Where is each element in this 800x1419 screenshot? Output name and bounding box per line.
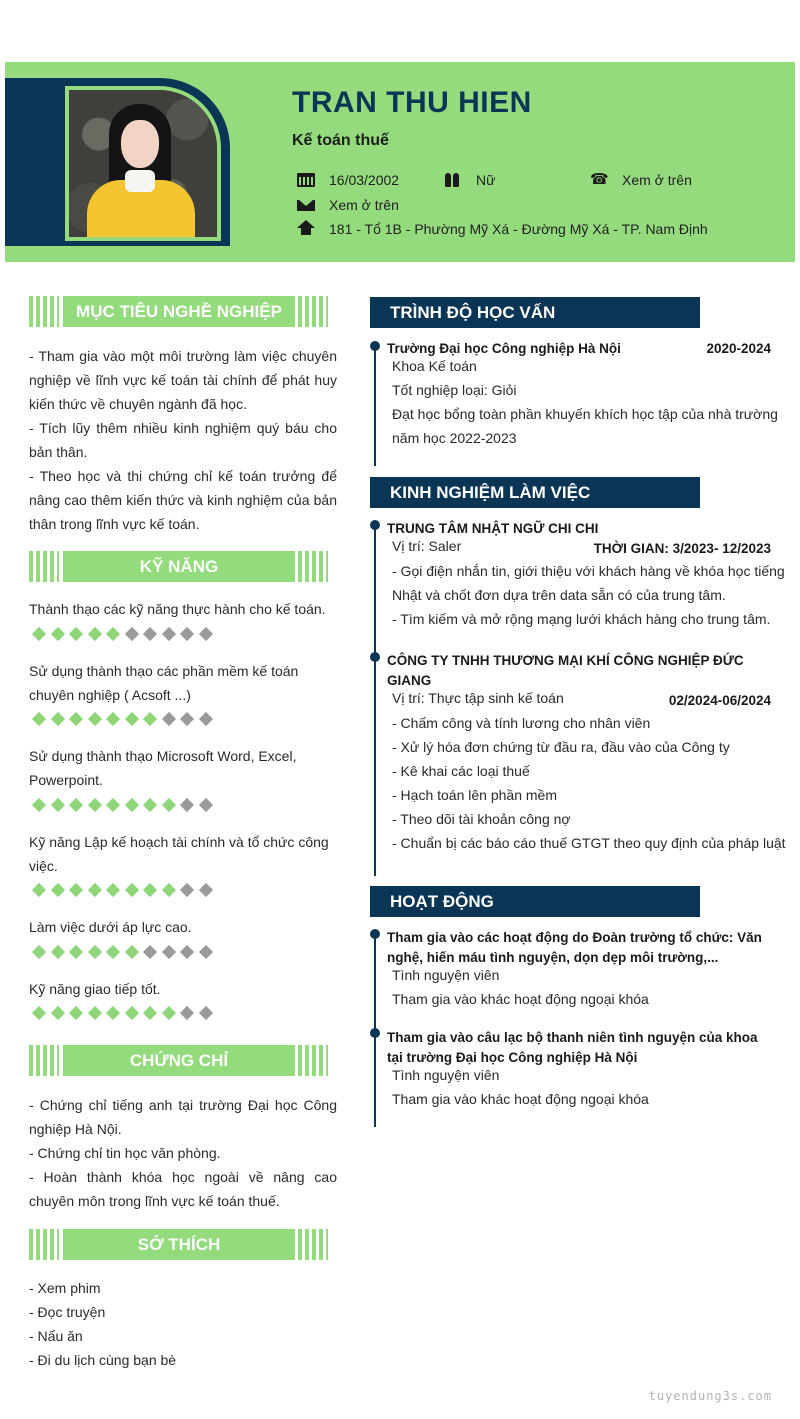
email[interactable]: Xem ở trên (329, 197, 399, 213)
skill-item: Thành thạo các kỹ năng thực hành cho kế toán. (29, 601, 326, 617)
rating-diamond-empty (161, 945, 175, 959)
rating-diamond-filled (161, 1006, 175, 1020)
objective-title: MỤC TIÊU NGHỀ NGHIỆP (63, 296, 295, 327)
rating-diamond-filled (87, 883, 101, 897)
education-line: Khoa Kế toán (392, 358, 477, 374)
rating-diamond-empty (180, 945, 194, 959)
job-duty: - Theo dõi tài khoản công nợ (392, 811, 571, 827)
calendar-icon (297, 173, 315, 187)
activities-title: HOẠT ĐỘNG (390, 892, 494, 911)
rating-diamond-empty (143, 945, 157, 959)
rating-diamond-filled (50, 883, 64, 897)
rating-diamond-filled (50, 1006, 64, 1020)
rating-diamond-filled (32, 712, 46, 726)
education-line: Đạt học bổng toàn phần khuyến khích học tập của nhà trường năm học 2022-2023 (392, 406, 778, 446)
rating-diamond-empty (180, 712, 194, 726)
job-date: 02/2024-06/2024 (668, 693, 771, 708)
job-position: Vị trí: Saler (392, 538, 462, 554)
education-banner (370, 297, 700, 328)
skill-rating (34, 885, 211, 895)
rating-diamond-filled (143, 883, 157, 897)
rating-diamond-empty (161, 627, 175, 641)
rating-diamond-empty (198, 945, 212, 959)
certificates-title: CHỨNG CHỈ (63, 1045, 295, 1076)
objective-banner (29, 296, 328, 327)
skill-item: Sử dụng thành thạo các phần mềm kế toán chuyên nghiệp ( Acsoft ...) (29, 663, 299, 703)
skill-item: Sử dụng thành thạo Microsoft Word, Excel, Powerpoint. (29, 748, 297, 788)
hobby-line: - Nấu ăn (29, 1328, 83, 1344)
rating-diamond-filled (124, 883, 138, 897)
birth-date: 16/03/2002 (329, 172, 400, 188)
rating-diamond-empty (198, 712, 212, 726)
rating-diamond-filled (106, 945, 120, 959)
experience-banner (370, 477, 700, 508)
job-duty: - Chấm công và tính lương cho nhân viên (392, 715, 651, 731)
rating-diamond-filled (32, 798, 46, 812)
rating-diamond-empty (198, 1006, 212, 1020)
rating-diamond-empty (124, 627, 138, 641)
rating-diamond-filled (106, 883, 120, 897)
rating-diamond-empty (180, 883, 194, 897)
photo-frame (5, 78, 230, 246)
photo-border (65, 86, 221, 241)
rating-diamond-empty (198, 798, 212, 812)
activity-line: Tình nguyện viên (392, 967, 500, 983)
rating-diamond-filled (50, 627, 64, 641)
skill-rating (34, 629, 211, 639)
gender-info (444, 172, 495, 188)
rating-diamond-filled (87, 945, 101, 959)
profile-photo (69, 90, 217, 237)
hobby-line: - Xem phim (29, 1280, 101, 1296)
certificate-line: - Hoàn thành khóa học ngoài về nâng cao chuyên môn trong lĩnh vực kế toán thuế. (29, 1169, 337, 1209)
objective-line: - Theo học và thi chứng chỉ kế toán trưởng để nâng cao thêm kiến thức và kinh nghiệm của bản thân trong lĩnh vực kế toán. (29, 468, 337, 532)
footer-watermark: tuyendung3s.com (648, 1389, 772, 1403)
education-line: Tốt nghiệp loại: Giỏi (392, 382, 517, 398)
rating-diamond-filled (50, 945, 64, 959)
address: 181 - Tổ 1B - Phường Mỹ Xá - Đường Mỹ Xá - TP. Nam Định (329, 221, 708, 237)
job-duty: - Kê khai các loại thuế (392, 763, 530, 779)
skill-item: Kỹ năng Lập kế hoạch tài chính và tổ chức công việc. (29, 834, 329, 874)
certificate-line: - Chứng chỉ tin học văn phòng. (29, 1145, 221, 1161)
skill-item: Làm việc dưới áp lực cao. (29, 919, 192, 935)
job-company: CÔNG TY TNHH THƯƠNG MẠI KHÍ CÔNG NGHIỆP ĐỨC GIANG (387, 653, 744, 688)
experience-title: KINH NGHIỆM LÀM VIỆC (390, 483, 591, 502)
activity-line: Tham gia vào khác hoạt động ngoại khóa (392, 991, 649, 1007)
timeline-dot (370, 929, 380, 939)
timeline-dot (370, 520, 380, 530)
hobbies-text (29, 1276, 337, 1372)
rating-diamond-empty (143, 627, 157, 641)
job-duties (392, 711, 787, 855)
rating-diamond-filled (69, 627, 83, 641)
rating-diamond-filled (124, 712, 138, 726)
rating-diamond-filled (143, 712, 157, 726)
rating-diamond-filled (69, 945, 83, 959)
skill-rating (34, 714, 211, 724)
rating-diamond-filled (50, 798, 64, 812)
job-duties (392, 559, 787, 631)
objective-line: - Tham gia vào một môi trường làm việc chuyên nghiệp về lĩnh vực kế toán tài chính để phát huy kiến thức về chuyên ngành đã học. (29, 348, 337, 412)
activity-heading: Tham gia vào câu lạc bộ thanh niên tình nguyện của khoa tại trường Đại học Công nghiệp Hà Nội (387, 1030, 758, 1065)
timeline-dot (370, 341, 380, 351)
hobbies-title: SỞ THÍCH (63, 1229, 295, 1260)
job-position: Vị trí: Thực tập sinh kế toán (392, 690, 564, 706)
home-icon (297, 222, 315, 236)
skill-item: Kỹ năng giao tiếp tốt. (29, 981, 161, 997)
rating-diamond-filled (69, 798, 83, 812)
activity-heading: Tham gia vào các hoạt động do Đoàn trường tổ chức: Văn nghệ, hiến máu tình nguyện, dọn dẹp môi trường,... (387, 930, 762, 965)
objective-text (29, 344, 337, 536)
rating-diamond-empty (180, 1006, 194, 1020)
certificates-text (29, 1093, 337, 1213)
education-school: Trường Đại học Công nghiệp Hà Nội (387, 341, 621, 356)
timeline-dot (370, 652, 380, 662)
activity-line: Tình nguyện viên (392, 1067, 500, 1083)
activity-line: Tham gia vào khác hoạt động ngoại khóa (392, 1091, 649, 1107)
activity-details (392, 963, 772, 1011)
birth-info (297, 172, 399, 188)
job-date: THỜI GIAN: 3/2023- 12/2023 (593, 541, 771, 556)
phone: Xem ở trên (622, 172, 692, 188)
phone-info (590, 172, 692, 188)
rating-diamond-filled (143, 798, 157, 812)
rating-diamond-filled (143, 1006, 157, 1020)
rating-diamond-filled (87, 1006, 101, 1020)
rating-diamond-filled (106, 712, 120, 726)
rating-diamond-filled (124, 798, 138, 812)
rating-diamond-filled (69, 883, 83, 897)
gender: Nữ (476, 172, 496, 188)
rating-diamond-filled (124, 1006, 138, 1020)
job-duty: - Hạch toán lên phần mềm (392, 787, 557, 803)
rating-diamond-filled (106, 1006, 120, 1020)
rating-diamond-filled (69, 1006, 83, 1020)
rating-diamond-filled (32, 627, 46, 641)
hobbies-banner (29, 1229, 328, 1260)
skill-rating (34, 800, 211, 810)
rating-diamond-filled (106, 627, 120, 641)
cv-header (5, 62, 795, 262)
rating-diamond-filled (32, 883, 46, 897)
hobby-line: - Đọc truyện (29, 1304, 106, 1320)
timeline-line (374, 524, 376, 876)
mail-icon (297, 200, 315, 211)
timeline-line (374, 344, 376, 466)
phone-icon: ☎ (590, 171, 609, 188)
rating-diamond-filled (161, 798, 175, 812)
job-duty: - Tìm kiếm và mở rộng mạng lưới khách hàng cho trung tâm. (392, 611, 771, 627)
address-info (297, 221, 708, 237)
job-duty: - Chuẩn bị các báo cáo thuế GTGT theo quy định của pháp luật (392, 835, 786, 851)
rating-diamond-filled (87, 712, 101, 726)
email-info (297, 197, 399, 213)
rating-diamond-empty (161, 712, 175, 726)
certificate-line: - Chứng chỉ tiếng anh tại trường Đại học Công nghiệp Hà Nội. (29, 1097, 337, 1137)
rating-diamond-filled (69, 712, 83, 726)
timeline-dot (370, 1028, 380, 1038)
education-title: TRÌNH ĐỘ HỌC VẤN (390, 303, 556, 322)
job-duty: - Xử lý hóa đơn chứng từ đầu ra, đầu vào của Công ty (392, 739, 730, 755)
rating-diamond-empty (180, 627, 194, 641)
people-icon (444, 173, 462, 187)
rating-diamond-filled (87, 627, 101, 641)
skill-rating (34, 947, 211, 957)
education-details (392, 354, 782, 450)
rating-diamond-filled (124, 945, 138, 959)
rating-diamond-filled (106, 798, 120, 812)
rating-diamond-filled (50, 712, 64, 726)
job-company: TRUNG TÂM NHẬT NGỮ CHI CHI (387, 521, 599, 536)
objective-line: - Tích lũy thêm nhiều kinh nghiệm quý báu cho bản thân. (29, 420, 337, 460)
rating-diamond-empty (198, 627, 212, 641)
activity-details (392, 1063, 772, 1111)
rating-diamond-filled (87, 798, 101, 812)
certificates-banner (29, 1045, 328, 1076)
hobby-line: - Đi du lịch cùng bạn bè (29, 1352, 177, 1368)
candidate-name: TRAN THU HIEN (292, 86, 532, 119)
rating-diamond-empty (180, 798, 194, 812)
activities-banner (370, 886, 700, 917)
skills-banner (29, 551, 328, 582)
skill-rating (34, 1008, 211, 1018)
skills-title: KỸ NĂNG (63, 551, 295, 582)
job-duty: - Gọi điện nhắn tin, giới thiệu với khách hàng về khóa học tiếng Nhật và chốt đơn dựa trên data sẵn có của trung tâm. (392, 563, 785, 603)
education-date: 2020-2024 (706, 341, 771, 356)
job-title: Kế toán thuế (292, 132, 389, 149)
rating-diamond-filled (32, 1006, 46, 1020)
rating-diamond-filled (32, 945, 46, 959)
rating-diamond-empty (198, 883, 212, 897)
rating-diamond-filled (161, 883, 175, 897)
